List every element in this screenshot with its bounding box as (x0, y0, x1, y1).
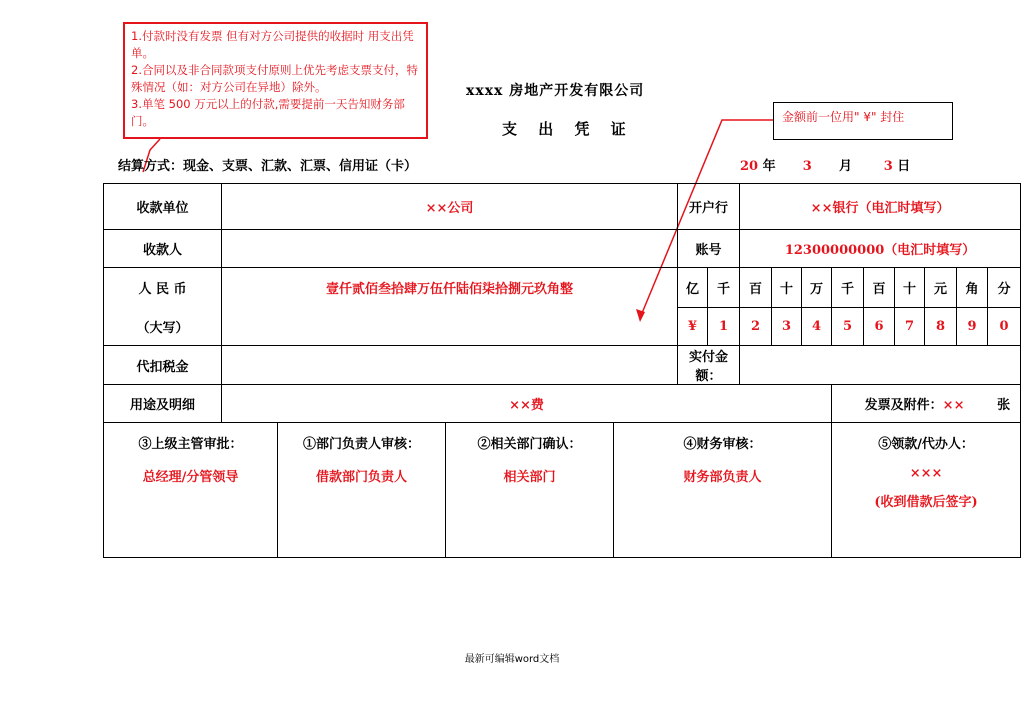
digit-bai[interactable]: 2 (740, 308, 772, 346)
page-footer: 最新可编辑word文档 (464, 654, 560, 665)
payee-label: 收款人 (104, 230, 222, 268)
digit-qian[interactable]: 1 (708, 308, 740, 346)
signature-related-dept[interactable] (446, 423, 614, 558)
unit-bai: 百 (740, 268, 772, 308)
year-prefix: 20 (740, 159, 759, 174)
unit-shi: 十 (772, 268, 802, 308)
payment-rule-2: 2.合同以及非合同款项支付原则上优先考虑支票支付，特殊情况（如：对方公司在异地）除外。 (131, 63, 418, 94)
signature-supervisor-value: 总经理/分管领导 (142, 470, 239, 485)
signature-dept-head[interactable] (278, 423, 446, 558)
rmb-uppercase-value[interactable]: 壹仟贰佰叁拾肆万伍仟陆佰柒拾捌元玖角整 (222, 268, 678, 346)
signature-supervisor[interactable] (104, 423, 278, 558)
digit-jiao[interactable]: 9 (957, 308, 988, 346)
signature-finance-label: ④财务审核： (683, 437, 762, 452)
payee-value[interactable] (222, 230, 678, 268)
year-label: 年 (762, 159, 776, 174)
purpose-value[interactable]: ××费 (222, 385, 832, 423)
day-label: 日 (897, 159, 911, 174)
digit-bai-2[interactable]: 6 (864, 308, 895, 346)
unit-wan: 万 (802, 268, 832, 308)
unit-shi-2: 十 (895, 268, 925, 308)
bank-value[interactable]: ××银行（电汇时填写） (740, 184, 1021, 230)
digit-shi-2[interactable]: 7 (895, 308, 925, 346)
signature-related-dept-label: ②相关部门确认： (477, 437, 582, 452)
digit-yuan[interactable]: 8 (925, 308, 957, 346)
signature-supervisor-label: ③上级主管审批： (138, 437, 243, 452)
digit-shi[interactable]: 3 (772, 308, 802, 346)
signature-finance-value: 财务部负责人 (683, 470, 762, 485)
payee-unit-value[interactable]: ××公司 (222, 184, 678, 230)
unit-yi: 亿 (678, 268, 708, 308)
account-label: 账号 (678, 230, 740, 268)
payment-rule-1: 1.付款时没有发票 但有对方公司提供的收据时 用支出凭单。 (131, 29, 414, 60)
digit-wan[interactable]: 4 (802, 308, 832, 346)
signature-dept-head-value: 借款部门负责人 (315, 470, 407, 485)
payment-rule-3: 3.单笔 500 万元以上的付款,需要提前一天告知财务部门。 (131, 97, 405, 128)
unit-yuan: 元 (925, 268, 957, 308)
month-label: 月 (839, 159, 853, 174)
signature-recipient-note: (收到借款后签字) (874, 495, 978, 510)
voucher-title: 支 出 凭 证 (502, 120, 634, 138)
settlement-methods: 结算方式：现金、支票、汇款、汇票、信用证（卡） (118, 159, 418, 174)
voucher-table (103, 183, 1021, 558)
bank-label: 开户行 (678, 184, 740, 230)
tax-label: 代扣税金 (104, 346, 222, 385)
unit-jiao: 角 (957, 268, 988, 308)
tax-value[interactable] (222, 346, 678, 385)
voucher-date (740, 155, 910, 174)
amount-note-callout: 金额前一位用" ¥" 封住 (773, 102, 953, 140)
signature-recipient-value: ××× (909, 466, 943, 481)
attachments-unit: 张 (997, 398, 1011, 413)
month-value: 3 (802, 159, 812, 174)
actual-amount-value[interactable] (740, 346, 1021, 385)
digit-yi[interactable]: ¥ (678, 308, 708, 346)
unit-qian: 千 (708, 268, 740, 308)
signature-dept-head-label: ①部门负责人审核： (302, 437, 420, 452)
attachments-cell (832, 385, 1021, 423)
unit-fen: 分 (988, 268, 1021, 308)
signature-finance[interactable] (614, 423, 832, 558)
day-value: 3 (883, 159, 893, 174)
digit-fen[interactable]: 0 (988, 308, 1021, 346)
unit-bai-2: 百 (864, 268, 895, 308)
attachments-count[interactable]: ×× (942, 398, 965, 413)
account-value[interactable]: 12300000000（电汇时填写） (740, 230, 1021, 268)
unit-qian-2: 千 (832, 268, 864, 308)
rmb-label: 人 民 币 (104, 268, 222, 308)
signature-recipient[interactable] (832, 423, 1021, 558)
signature-recipient-label: ⑤领款/代办人： (878, 437, 974, 452)
payee-unit-label: 收款单位 (104, 184, 222, 230)
company-name: xxxx 房地产开发有限公司 (466, 83, 645, 99)
purpose-label: 用途及明细 (104, 385, 222, 423)
actual-amount-label: 实付金额： (678, 346, 740, 385)
attachments-label: 发票及附件： (864, 398, 943, 413)
digit-qian-2[interactable]: 5 (832, 308, 864, 346)
signature-related-dept-value: 相关部门 (503, 470, 556, 485)
rmb-sub-label: （大写） (104, 308, 222, 346)
